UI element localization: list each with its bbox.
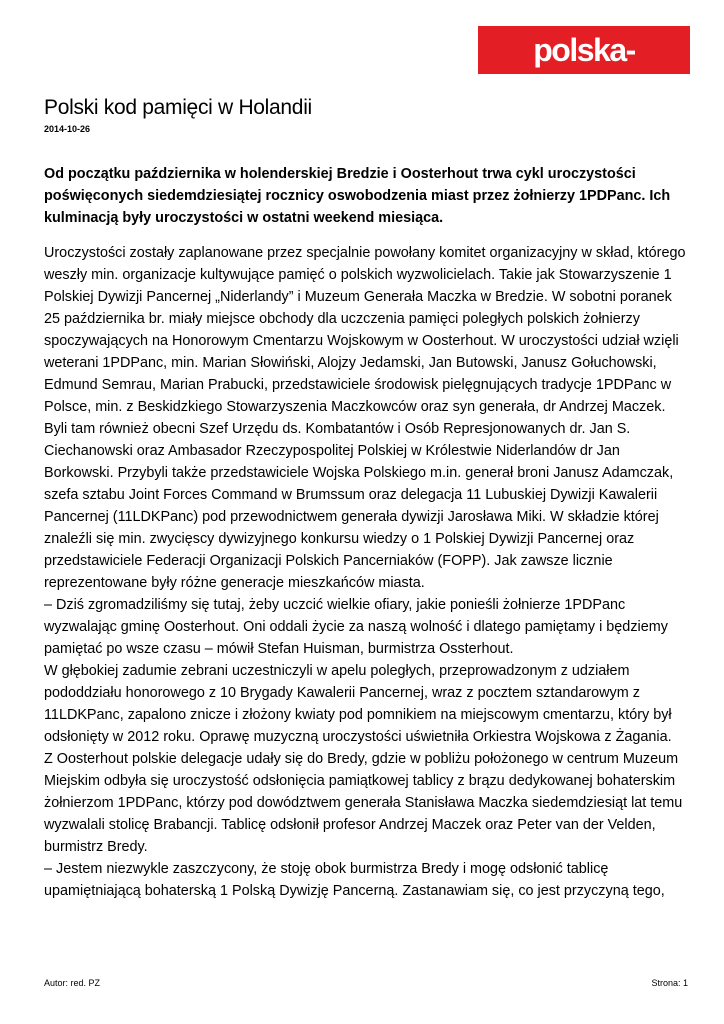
article-title: Polski kod pamięci w Holandii — [44, 96, 312, 119]
footer-page-number: Strona: 1 — [651, 978, 688, 988]
article-body — [44, 242, 688, 902]
article-paragraph: – Jestem niezwykle zaszczycony, że stoję obok burmistrza Bredy i mogę odsłonić tablicę upamiętniającą bohaterską 1 Polską Dywizję Pancerną. Zastanawiam się, co jest przyczyną tego, — [44, 861, 665, 899]
article-paragraph: – Dziś zgromadziliśmy się tutaj, żeby uczcić wielkie ofiary, jakie ponieśli żołnierze 1PDPanc wyzwalając gminę Oosterhout. Oni oddali życie za naszą wolność i dlatego pamiętamy i będziemy pamiętać po wsze czasu – mówił Stefan Huisman, burmistrza Ossterhout. — [44, 597, 668, 657]
footer-author: Autor: red. PZ — [44, 978, 101, 988]
article-lead: Od początku października w holenderskiej Bredzie i Oosterhout trwa cykl uroczystości poświęconych siedemdziesiątej rocznicy oswobodzenia miast przez żołnierzy 1PDPanc. Ich kulminacją były uroczystości w ostatni weekend miesiąca. — [44, 166, 671, 226]
article-paragraph: W głębokiej zadumie zebrani uczestniczyli w apelu poległych, przeprowadzonym z udziałem pododdziału honorowego z 10 Brygady Kawalerii Pancernej, wraz z pocztem sztandarowym z 11LDKPanc, zapalono znicze i złożony kwiaty pod pomnikiem na miejscowym cmentarzu, który był odsłonięty w 2012 roku. Oprawę muzyczną uroczystości uświetniła Orkiestra Wojskowa z Żagania. — [44, 663, 672, 745]
article-paragraph: Uroczystości zostały zaplanowane przez specjalnie powołany komitet organizacyjny w skład, którego weszły min. organizacje kultywujące pamięć o polskich wyzwolicielach. Takie jak Stowarzyszenie 1 Polskiej Dywizji Pancernej „Niderlandy” i Muzeum Generała Maczka w Bredzie. W sobotni poranek 25 października br. miały miejsce obchody dla uczczenia pamięci poległych polskich żołnierzy spoczywających na Honorowym Cmentarzu Wojskowym w Oosterhout. W uroczystości udział wzięli weterani 1PDPanc, min. Marian Słowiński, Alojzy Jedamski, Jan Butowski, Janusz Gołuchowski, Edmund Semrau, Marian Prabucki, przedstawiciele środowisk pielęgnujących tradycje 1PDPanc w Polsce, min. z Beskidzkiego Stowarzyszenia Maczkowców oraz syn generała, dr Andrzej Maczek. — [44, 245, 686, 415]
site-logo: polska-zbrojna.pl — [478, 26, 690, 74]
article-paragraph: Z Oosterhout polskie delegacje udały się do Bredy, gdzie w pobliżu położonego w centrum Muzeum Miejskim odbyła się uroczystość odsłonięcia pamiątkowej tablicy z brązu dedykowanej bohaterskim żołnierzom 1PDPanc, którzy pod dowództwem generała Stanisława Maczka siedemdziesiąt lat temu wyzwalali stolicę Brabancji. Tablicę odsłonił profesor Andrzej Maczek oraz Peter van der Velden, burmistrz Bredy. — [44, 751, 683, 855]
article-date: 2014-10-26 — [44, 124, 91, 134]
article-paragraph: Byli tam również obecni Szef Urzędu ds. Kombatantów i Osób Represjonowanych dr. Jan S. Ciechanowski oraz Ambasador Rzeczypospolitej Polskiej w Królestwie Niderlandów dr Jan Borkowski. Przybyli także przedstawiciele Wojska Polskiego m.in. generał broni Janusz Adamczak, szefa sztabu Joint Forces Command w Brumssum oraz delegacja 11 Lubuskiej Dywizji Kawalerii Pancernej (11LDKPanc) pod przewodnictwem generała dywizji Jarosława Miki. W składzie której znaleźli się min. zwycięscy dywizyjnego konkursu wiedzy o 1 Polskiej Dywizji Pancernej oraz przedstawiciele Federacji Organizacji Polskich Pancerniaków (FOPP). Jak zawsze licznie reprezentowane były różne generacje mieszkańców miasta. — [44, 421, 674, 591]
